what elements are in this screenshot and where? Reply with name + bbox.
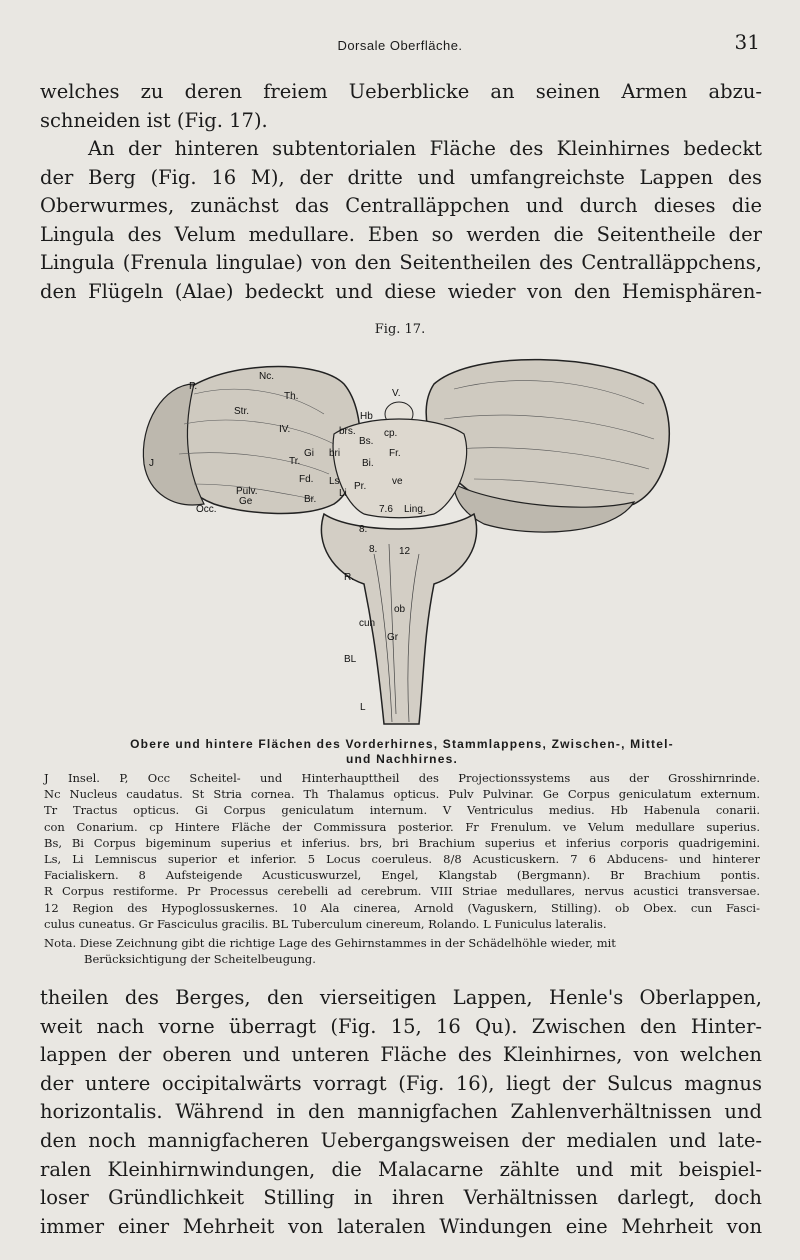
label-76: 7.6 — [379, 504, 393, 515]
label-cun: cun — [359, 618, 376, 629]
label-8b: 8. — [369, 544, 378, 555]
legend-line: culus cuneatus. Gr Fasciculus gracilis. BL Tuberculum cinereum, Rolando. L Funiculus lateralis. — [44, 916, 607, 931]
label-l: L — [360, 702, 366, 713]
brain-illustration — [134, 344, 674, 732]
label-brs: brs. — [339, 426, 356, 437]
label-bri: bri — [329, 448, 341, 459]
text-line: theilen des Berges, den vierseitigen Lappen, Henle's Oberlappen, — [40, 986, 762, 1009]
label-pulv: Pulv. — [236, 486, 258, 497]
legend-line: R Corpus restiforme. Pr Processus cerebelli ad cerebrum. VIII Striae medullares, nervus acustici transversae. — [44, 884, 760, 899]
text-line: Oberwurmes, zunächst das Centralläppchen und durch dieses die — [40, 194, 762, 218]
text-line: An der hinteren subtentorialen Fläche des Kleinhirnes bedeckt — [88, 137, 762, 160]
legend-line: Nc Nucleus caudatus. St Stria cornea. Th Thalamus opticus. Pulv Pulvinar. Ge Corpus geniculatum externum. — [44, 787, 760, 802]
legend-line: Ls, Li Lemniscus superior et inferior. 5 Locus coeruleus. 8/8 Acusticuskern. 7 6 Abducens- und hinterer — [44, 852, 760, 867]
label-ob: ob — [394, 604, 406, 615]
text-line: den noch mannigfacheren Uebergangsweisen der medialen und late- — [40, 1128, 762, 1152]
paragraph-two — [40, 135, 762, 307]
label-iv: IV. — [279, 424, 291, 435]
figure-legend — [44, 770, 760, 932]
caption-title-line: und Nachhirnes. — [345, 752, 458, 766]
label-pr: Pr. — [354, 481, 367, 492]
text-line: ralen Kleinhirnwindungen, die Malacarne zählte und mit beispiel- — [40, 1157, 762, 1181]
label-bi: Bi. — [362, 458, 374, 469]
label-th: Th. — [284, 391, 299, 402]
note-line: Berücksichtigung der Scheitelbeugung. — [84, 952, 316, 966]
legend-line: 12 Region des Hypoglossuskernes. 10 Ala cinerea, Arnold (Vaguskern, Stilling). ob Obex. cun Fasci- — [44, 900, 760, 915]
text-line: weit nach vorne überragt (Fig. 15, 16 Qu). Zwischen den Hinter- — [40, 1014, 762, 1038]
legend-line: Tr Tractus opticus. Gi Corpus geniculatum internum. V Ventriculus medius. Hb Habenula conarii. — [44, 803, 760, 818]
label-ling: Ling. — [404, 504, 426, 515]
caption-title-line: Obere und hintere Flächen des Vorderhirnes, Stammlappens, Zwischen-, Mittel- — [130, 737, 674, 751]
text-line: horizontalis. Während in den mannigfachen Zahlenverhältnissen und — [40, 1100, 762, 1124]
label-gi: Gi — [304, 448, 314, 459]
text-line: den Flügeln (Alae) bedeckt und diese wieder von den Hemisphären- — [40, 279, 762, 303]
label-r: R. — [344, 572, 354, 583]
label-nc: Nc. — [259, 371, 274, 382]
label-bs: Bs. — [359, 436, 374, 447]
legend-line: Facialiskern. 8 Aufsteigende Acusticuswurzel, Engel, Klangstab (Bergmann). Br Brachium pontis. — [44, 868, 760, 883]
label-j: J — [149, 458, 154, 469]
label-tr: Tr. — [289, 456, 301, 467]
label-12: 12 — [399, 546, 411, 557]
figure-caption-title — [44, 737, 760, 767]
label-str: Str. — [234, 406, 250, 417]
text-line: lappen der oberen und unteren Fläche des Kleinhirnes, von welchen — [40, 1043, 762, 1067]
brain-drawing — [134, 344, 674, 732]
text-line: welches zu deren freiem Ueberblicke an seinen Armen abzu- — [40, 80, 762, 103]
figure-note — [44, 935, 760, 967]
label-v: V. — [392, 388, 401, 399]
label-hb: Hb — [360, 411, 373, 422]
text-line: Lingula des Velum medullare. Eben so werden die Seitentheile der — [40, 222, 762, 246]
legend-line: J Insel. P, Occ Scheitel- und Hinterhaupttheil des Projectionssystems aus der Grosshirnrinde. — [44, 771, 760, 785]
figure-label: Fig. 17. — [374, 322, 426, 337]
text-line: der Berg (Fig. 16 M), der dritte und umfangreichste Lappen des — [40, 165, 762, 189]
text-line: Lingula (Frenula lingulae) von den Seitentheilen des Centralläppchens, — [40, 251, 762, 275]
label-bl: BL — [344, 654, 357, 665]
label-ls: Ls — [329, 476, 340, 487]
text-line: loser Gründlichkeit Stilling in ihren Verhältnissen darlegt, doch — [40, 1186, 762, 1210]
label-p: P. — [189, 381, 198, 392]
label-ge: Ge — [239, 496, 253, 507]
legend-line: Bs, Bi Corpus bigeminum superius et inferius. brs, bri Brachium superius et inferius corporis quadrigemini. — [44, 835, 760, 850]
label-gr: Gr — [387, 632, 399, 643]
label-fr: Fr. — [389, 448, 401, 459]
label-8a: 8. — [359, 524, 368, 535]
text-line: schneiden ist (Fig. 17). — [40, 108, 268, 132]
label-cp: cp. — [384, 428, 398, 439]
page-header — [40, 30, 760, 58]
paragraph-bottom — [40, 984, 762, 1241]
text-line: der untere occipitalwärts vorragt (Fig. 16), liegt der Sulcus magnus — [40, 1071, 762, 1095]
label-fd: Fd. — [299, 474, 314, 485]
text-line: immer einer Mehrheit von lateralen Windungen eine Mehrheit von — [40, 1214, 762, 1238]
label-li: Li — [339, 488, 347, 499]
note-line: Nota. Diese Zeichnung gibt die richtige Lage des Gehirnstammes in der Schädelhöhle wieder, mit — [44, 936, 616, 950]
label-br: Br. — [304, 494, 317, 505]
running-head: Dorsale Oberfläche. — [337, 38, 463, 53]
label-occ: Occ. — [196, 504, 217, 515]
legend-line: con Conarium. cp Hintere Fläche der Commissura posterior. Fr Frenulum. ve Velum medullare superius. — [44, 819, 760, 834]
label-ve: ve — [392, 476, 403, 487]
paragraph-top — [40, 78, 762, 135]
page-number: 31 — [734, 30, 760, 54]
